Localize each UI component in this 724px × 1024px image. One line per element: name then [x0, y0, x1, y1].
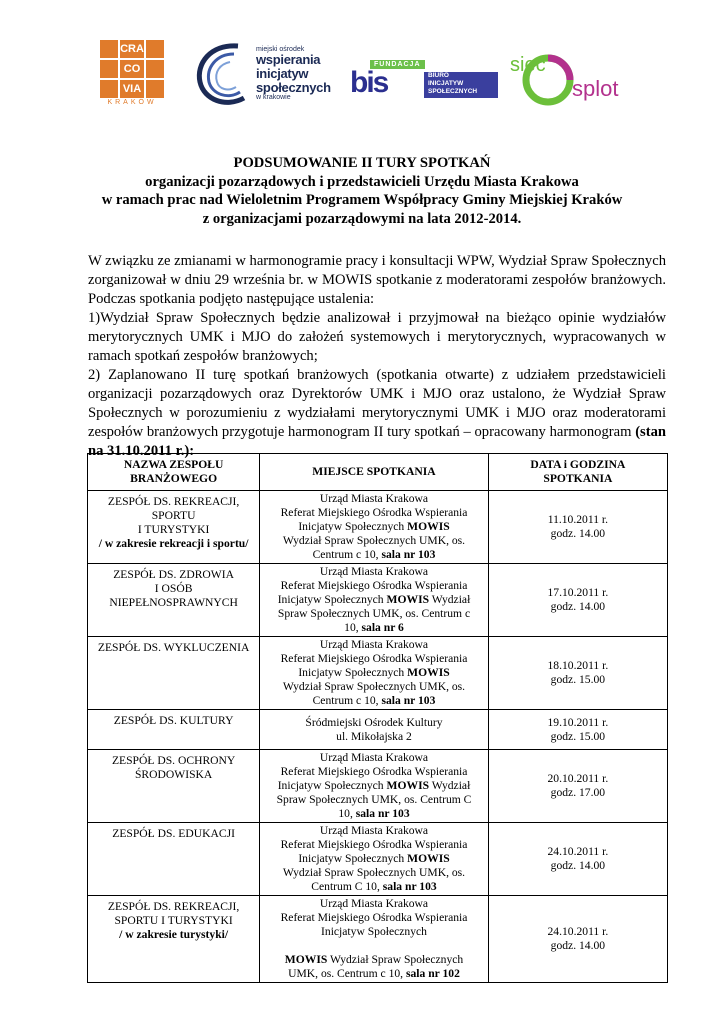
document-heading	[60, 154, 664, 228]
mowis-line4: społecznych	[256, 79, 331, 95]
place-mowis: MOWIS	[386, 779, 430, 792]
datetime-cell	[488, 896, 667, 983]
logo-bar	[0, 38, 724, 118]
header-datetime-line1: DATA i GODZINA	[530, 458, 626, 471]
place-line: Inicjatyw Społecznych	[298, 666, 408, 679]
team-cell	[88, 564, 260, 637]
team-name-line: ZESPÓŁ DS. KULTURY	[113, 714, 234, 727]
siec-splot-logo	[508, 48, 634, 108]
team-name-line: I TURYSTYKI	[137, 523, 210, 536]
place-line: Inicjatyw Społecznych	[277, 779, 387, 792]
place-mowis: MOWIS	[407, 520, 450, 533]
place-line: Referat Miejskiego Ośrodka Wspierania	[280, 838, 468, 851]
place-line: Inicjatyw Społecznych	[298, 520, 408, 533]
bis-line1: BIURO	[428, 72, 449, 79]
header-datetime-line2: SPOTKANIA	[543, 472, 613, 485]
place-cell	[260, 564, 489, 637]
datetime-cell	[488, 710, 667, 750]
place-room: sala nr 103	[355, 807, 410, 820]
table-body	[88, 491, 668, 983]
heading-line4: z organizacjami pozarządowymi na lata 2012-2014.	[202, 210, 522, 227]
datetime-cell	[488, 564, 667, 637]
place-mowis: MOWIS	[386, 593, 430, 606]
header-place: MIEJSCE SPOTKANIA	[260, 454, 489, 491]
table-row	[88, 823, 668, 896]
place-line: Wydział Spraw Społecznych UMK, os.	[282, 866, 466, 879]
heading-line2: organizacji pozarządowych i przedstawicieli Urzędu Miasta Krakowa	[145, 173, 579, 190]
mowis-line5: w krakowie	[256, 94, 291, 102]
meeting-date: 17.10.2011 r.	[547, 586, 609, 599]
heading-title: PODSUMOWANIE II TURY SPOTKAŃ	[233, 155, 491, 171]
place-line: Wydział	[429, 779, 471, 792]
header-datetime	[488, 454, 667, 491]
meeting-time: godz. 14.00	[550, 600, 606, 613]
place-line: Referat Miejskiego Ośrodka Wspierania	[280, 652, 468, 665]
bis-line2: INICJATYW	[428, 80, 464, 87]
place-line: Inicjatyw Społecznych	[277, 593, 387, 606]
cracovia-logo	[100, 40, 164, 108]
meeting-time: godz. 15.00	[550, 673, 606, 686]
datetime-cell	[488, 491, 667, 564]
place-line: Urząd Miasta Krakowa	[319, 492, 429, 505]
place-cell	[260, 750, 489, 823]
place-text	[263, 897, 485, 981]
intro-paragraph-1: W związku ze zmianami w harmonogramie pracy i konsultacji WPW, Wydział Spraw Społecznych zorganizował w dniu 29 września br. w MOWIS spotkanie z moderatorami zespołów branżowych. Podczas spotkania podjęto następujące ustalenia:	[88, 253, 666, 307]
place-line: Centrum C 10,	[311, 880, 383, 893]
header-team	[88, 454, 260, 491]
team-cell	[88, 896, 260, 983]
team-cell	[88, 750, 260, 823]
intro-paragraph-3	[88, 366, 666, 461]
meeting-schedule-table	[87, 453, 668, 983]
place-cell	[260, 637, 489, 710]
team-name-line: ZESPÓŁ DS. ZDROWIA	[113, 568, 234, 581]
bis-fundacja: FUNDACJA	[370, 60, 425, 69]
team-cell	[88, 710, 260, 750]
cracovia-city: KRAKÓW	[107, 99, 157, 106]
place-line: Referat Miejskiego Ośrodka Wspierania	[280, 765, 468, 778]
meeting-date: 11.10.2011 r.	[547, 513, 609, 526]
place-line: Spraw Społecznych UMK, os. Centrum C	[276, 793, 472, 806]
table-row	[88, 750, 668, 823]
place-line: ul. Mikołajska 2	[336, 729, 412, 743]
meeting-time: godz. 14.00	[550, 939, 606, 952]
datetime-cell	[488, 637, 667, 710]
place-line: Wydział Spraw Społecznych UMK, os.	[282, 680, 466, 693]
place-mowis: MOWIS	[407, 666, 450, 679]
place-line: Śródmiejski Ośrodek Kultury	[305, 715, 443, 729]
mowis-line2: wspierania	[256, 52, 321, 68]
mowis-swirl-icon	[192, 38, 254, 110]
bis-logo	[348, 60, 498, 100]
place-mowis: MOWIS	[407, 852, 450, 865]
splot-text: splot	[572, 76, 619, 101]
place-cell	[260, 710, 489, 750]
meeting-date: 19.10.2011 r.	[547, 715, 609, 729]
place-line: Centrum c 10,	[312, 548, 382, 561]
mowis-line1: miejski ośrodek	[256, 46, 305, 53]
place-cell	[260, 896, 489, 983]
cracovia-tile	[146, 40, 164, 58]
datetime-cell	[488, 823, 667, 896]
team-cell	[88, 823, 260, 896]
siec-text: sieć	[510, 54, 546, 76]
place-line: Referat Miejskiego Ośrodka Wspierania	[280, 506, 468, 519]
team-scope: / w zakresie rekreacji i sportu/	[98, 537, 249, 550]
team-name-line: ZESPÓŁ DS. REKREACJI,	[107, 900, 240, 913]
place-line: 10,	[338, 807, 356, 820]
bis-line3: SPOŁECZNYCH	[428, 88, 478, 95]
meeting-time: godz. 15.00	[550, 729, 606, 743]
intro-status-date: (stan na 31.10.2011 r.):	[88, 424, 666, 459]
header-team-line2: BRANŻOWEGO	[130, 472, 218, 485]
cracovia-tile	[100, 60, 118, 78]
place-room: sala nr 103	[382, 880, 437, 893]
place-line: Wydział Spraw Społecznych UMK, os.	[282, 534, 466, 547]
place-line: Urząd Miasta Krakowa	[319, 751, 429, 764]
place-line: Inicjatyw Społecznych	[298, 852, 408, 865]
place-line: Referat Miejskiego Ośrodka Wspierania	[280, 911, 468, 924]
intro-text	[88, 252, 666, 461]
place-line: Urząd Miasta Krakowa	[319, 565, 429, 578]
cracovia-tile	[146, 60, 164, 78]
place-text	[263, 565, 485, 635]
place-line: Centrum c 10,	[312, 694, 382, 707]
place-text	[263, 751, 485, 821]
place-cell	[260, 823, 489, 896]
team-name-line: I OSÓB	[154, 582, 193, 595]
meeting-date: 24.10.2011 r.	[547, 845, 609, 858]
place-text	[263, 492, 485, 562]
heading-line3: w ramach prac nad Wieloletnim Programem Współpracy Gminy Miejskiej Kraków	[101, 192, 623, 208]
table-header-row	[88, 454, 668, 491]
place-text	[263, 824, 485, 894]
team-name-line: ZESPÓŁ DS. EDUKACJI	[112, 827, 235, 840]
intro-paragraph-3-text: 2) Zaplanowano II turę spotkań branżowych (spotkania otwarte) z udziałem przedstawicieli organizacji pozarządowych oraz Dyrektorów UMK i MJO oraz ustalono, że Wydział Spraw Społecznych w porozumieniu z wydziałami merytorycznymi UMK i MJO oraz moderatorami zespołów branżowych przygotuje harmonogram II tury spotkań – opracowany harmonogram	[88, 367, 666, 440]
team-name-line: ZESPÓŁ DS. OCHRONY	[111, 754, 236, 767]
place-line: Wydział	[429, 593, 471, 606]
place-text	[263, 638, 485, 708]
cracovia-letters-cra: CRA	[120, 40, 144, 58]
team-name-line: ZESPÓŁ DS. WYKLUCZENIA	[97, 641, 250, 654]
cracovia-letters-co: CO	[120, 60, 144, 78]
team-scope: / w zakresie turystyki/	[119, 928, 229, 941]
table-row	[88, 491, 668, 564]
team-cell	[88, 637, 260, 710]
place-room: sala nr 103	[381, 694, 436, 707]
cracovia-tile	[146, 80, 164, 98]
intro-paragraph-2: 1)Wydział Spraw Społecznych będzie analizował i przyjmował na bieżąco opinie wydziałów merytorycznych UMK i MJO do założeń systemowych i merytorycznych, wypracowanych w ramach spotkań zespołów branżowych;	[88, 310, 666, 364]
place-line: UMK, os. Centrum c 10,	[288, 967, 406, 980]
cracovia-tile	[100, 80, 118, 98]
mowis-logo	[192, 38, 332, 110]
cracovia-tile	[100, 40, 118, 58]
place-line: Urząd Miasta Krakowa	[319, 897, 429, 910]
place-line: Urząd Miasta Krakowa	[319, 824, 429, 837]
meeting-time: godz. 14.00	[550, 527, 606, 540]
table-row	[88, 564, 668, 637]
meeting-time: godz. 14.00	[550, 859, 606, 872]
team-name-line: ŚRODOWISKA	[134, 768, 213, 781]
meeting-date: 18.10.2011 r.	[547, 659, 609, 672]
place-room: sala nr 6	[361, 621, 404, 634]
bis-mark: bis	[350, 66, 388, 99]
table-row	[88, 637, 668, 710]
place-line: 10,	[344, 621, 362, 634]
mowis-line3: inicjatyw	[256, 65, 309, 81]
team-name-line: SPORTU	[151, 509, 196, 522]
place-cell	[260, 491, 489, 564]
meeting-date: 24.10.2011 r.	[547, 925, 609, 938]
team-name-line: NIEPEŁNOSPRAWNYCH	[109, 596, 238, 609]
team-name-line: SPORTU I TURYSTYKI	[114, 914, 233, 927]
place-line: Referat Miejskiego Ośrodka Wspierania	[280, 579, 468, 592]
place-text	[263, 716, 485, 744]
place-line: Wydział Spraw Społecznych	[327, 953, 464, 966]
table-row	[88, 710, 668, 750]
datetime-cell	[488, 750, 667, 823]
place-line: Urząd Miasta Krakowa	[319, 638, 429, 651]
cracovia-letters-via: VIA	[120, 80, 144, 98]
header-team-line1: NAZWA ZESPOŁU	[123, 458, 224, 471]
place-mowis: MOWIS	[284, 953, 328, 966]
place-line: Spraw Społecznych UMK, os. Centrum c	[277, 607, 471, 620]
bis-band	[424, 72, 498, 98]
team-name-line: ZESPÓŁ DS. REKREACJI,	[107, 495, 240, 508]
table-row	[88, 896, 668, 983]
meeting-time: godz. 17.00	[550, 786, 606, 799]
team-cell	[88, 491, 260, 564]
place-line: Inicjatyw Społecznych	[321, 925, 427, 938]
meeting-date: 20.10.2011 r.	[547, 772, 609, 785]
place-room: sala nr 102	[405, 967, 460, 980]
place-room: sala nr 103	[381, 548, 436, 561]
